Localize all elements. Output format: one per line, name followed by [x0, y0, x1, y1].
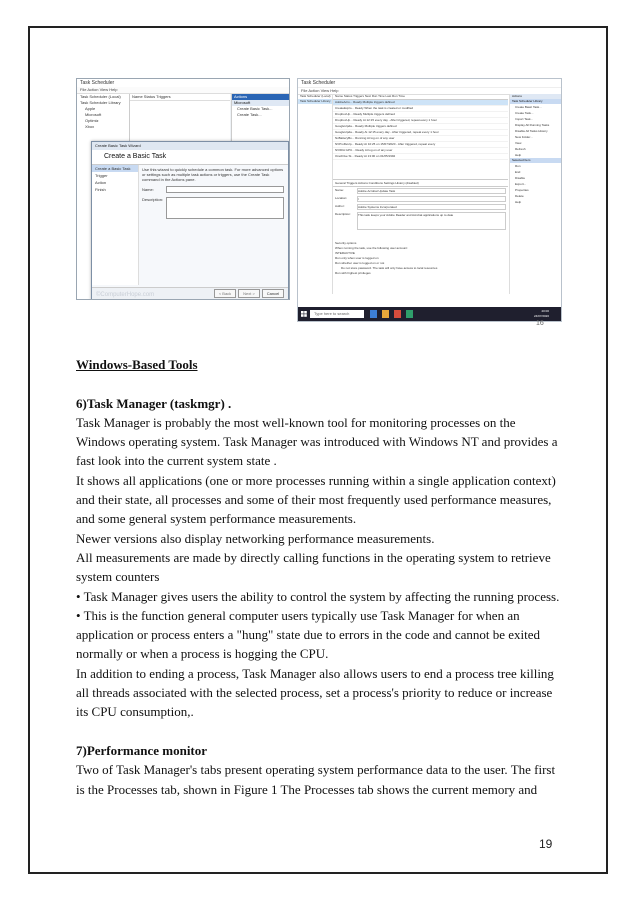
action-item: Refresh: [515, 147, 526, 151]
detail-key: Name:: [335, 188, 344, 192]
action-item: Display All Running Tasks: [515, 123, 550, 127]
folder-icon: [382, 310, 389, 318]
wizard-step: Action: [95, 180, 107, 185]
list-header: Name Status Triggers Next Run Time Last Run Time: [333, 94, 508, 100]
wizard-step: Finish: [95, 187, 106, 192]
body-text: [76, 355, 576, 799]
detail-row: [333, 203, 508, 211]
action-item: Disable: [515, 176, 526, 180]
paragraph-line: Newer versions also display networking performance measurements.: [76, 530, 435, 546]
menu-bar: File Action View Help: [298, 88, 561, 95]
tree-item: Task Scheduler (Local): [300, 94, 331, 98]
action-item: Import Task...: [515, 117, 533, 121]
action-item: Help: [515, 200, 522, 204]
tree-item: Task Scheduler Library: [80, 100, 121, 105]
actions-subheader: Selected Item: [510, 158, 562, 163]
actions-subheader: Microsoft: [232, 100, 290, 106]
taskbar-app-icon: [406, 310, 413, 318]
actions-pane: [509, 94, 562, 294]
wizard-step: Create a Basic Task: [92, 165, 138, 172]
action-item: Help: [515, 153, 522, 157]
action-item: Create Basic Task...: [237, 106, 273, 111]
watermark: ©ComputerHope.com: [96, 292, 155, 298]
page-number: 19: [539, 837, 553, 851]
section-heading: Windows-Based Tools: [76, 357, 198, 372]
task-scheduler-wizard-screenshot: [76, 78, 290, 300]
actions-subheader: Task Scheduler Library: [510, 99, 562, 104]
description-box: [166, 197, 284, 219]
detail-tabs: General Triggers Actions Conditions Settings History (disabled): [333, 180, 508, 187]
security-line: Do not store password. The task will only have access to local resources: [341, 266, 438, 270]
clock-date: 24/07/2020: [533, 314, 549, 318]
wizard-body: [142, 167, 284, 219]
paragraph-line: and some general system performance measurements.: [76, 511, 357, 527]
cancel-button: Cancel: [262, 289, 284, 298]
action-item: New Folder...: [515, 135, 533, 139]
actions-header: Actions: [232, 94, 290, 100]
action-item: Create Task...: [515, 111, 534, 115]
description-label: Description:: [142, 197, 164, 202]
paragraph-line: is the Processes tab, shown in Figure 1 The Processes tab shows the current memory and: [76, 781, 538, 797]
next-button: Next >: [238, 289, 260, 298]
wizard-title: Create Basic Task Wizard: [92, 142, 288, 150]
detail-value: Adobe Systems Incorporated: [357, 204, 506, 210]
table-row: DropboxUp... Ready At 12:15 every day - After triggered, repeat every 1 hour: [333, 118, 508, 124]
action-item: Create Task...: [237, 112, 262, 117]
detail-row: [333, 195, 508, 203]
security-line: Run whether user is logged on or not: [335, 261, 385, 265]
name-field: [142, 186, 284, 193]
detail-value: This task keeps your Adobe Reader and Acrobat applications up to date: [357, 212, 506, 230]
action-item: End: [515, 170, 521, 174]
paragraph-line: It shows all applications (one or more processes running within a single application context): [76, 472, 556, 488]
window-title: Task Scheduler: [298, 79, 561, 88]
table-row: DropboxUp... Ready Multiple triggers defined: [333, 112, 508, 118]
windows-taskbar: [298, 307, 561, 321]
wizard-steps: [92, 165, 139, 285]
wizard-footer: [92, 287, 288, 300]
paragraph-line: and their state, all processes and some of their most frequently used performance measures,: [76, 492, 552, 508]
paragraph-line: application or process enters a "hung" state due to errors in the code and cannot be exited: [76, 627, 541, 643]
taskbar-clock: [534, 309, 549, 319]
create-basic-task-wizard: [91, 141, 289, 300]
security-line: INTERACTIVE: [335, 251, 355, 255]
task-list: [333, 94, 508, 179]
tree-item: Task Scheduler Library: [300, 99, 331, 103]
action-item: Delete: [515, 194, 524, 198]
security-line: Run with highest privileges: [335, 271, 371, 275]
figure-number: 16: [536, 320, 544, 327]
action-item: View: [515, 141, 522, 145]
detail-value: Adobe Acrobat Update Task: [357, 188, 506, 194]
action-item: Run: [515, 164, 521, 168]
table-row: AdobeAcro... Ready Multiple triggers defined: [333, 100, 508, 106]
detail-value: \: [357, 196, 506, 202]
paragraph-line: all threads associated with the selected process, set a process's priority to reduce or increase: [76, 685, 553, 701]
detail-key: Description:: [335, 212, 351, 216]
table-row: NvBatteryBo... Running At log on of any user: [333, 136, 508, 142]
tree-item: Apple: [85, 106, 96, 111]
action-item: Export...: [515, 182, 527, 186]
paragraph-line: Task Manager is probably the most well-known tool for monitoring processes on the: [76, 414, 516, 430]
detail-row: [333, 187, 508, 195]
wizard-heading: Create a Basic Task: [92, 150, 288, 165]
detail-key: Location:: [335, 196, 348, 200]
taskbar-search: Type here to search: [310, 310, 364, 318]
task-detail-pane: [333, 179, 508, 295]
list-header: Name Status Triggers: [130, 94, 230, 101]
paragraph-line: system counters: [76, 569, 160, 585]
menu-bar: File Action View Help: [77, 87, 289, 94]
tree-item: Microsoft: [85, 112, 102, 117]
windows-start-icon: [301, 311, 307, 317]
table-row: CreateExplo... Ready When the task is created or modified: [333, 106, 508, 112]
taskbar-app-icon: [370, 310, 377, 318]
security-line: Run only when user is logged on: [335, 256, 379, 260]
table-row: GoogleUpda... Ready Multiple triggers defined: [333, 124, 508, 130]
navigation-tree: [298, 94, 333, 294]
actions-header: Actions: [510, 94, 562, 99]
table-row: NVIDIA GPU... Ready At log on of any user: [333, 148, 508, 154]
action-item: Properties: [515, 188, 529, 192]
security-line: Security options: [335, 241, 357, 245]
name-box: [166, 186, 284, 193]
tree-item: Xbox: [85, 124, 95, 129]
table-row: NVProfileUp... Ready At 10:25 on 15/07/2020 - After triggered, repeat every: [333, 142, 508, 148]
window-title: Task Scheduler: [77, 79, 289, 87]
wizard-step: Trigger: [95, 173, 108, 178]
paragraph-line: Two of Task Manager's tabs present operating system performance data to the user. The first: [76, 762, 556, 778]
performance-monitor-heading: 7)Performance monitor: [76, 742, 208, 758]
clock-time: 20:00: [541, 309, 549, 313]
action-item: Disable All Tasks History: [515, 129, 548, 133]
name-label: Name:: [142, 187, 154, 192]
action-item: Create Basic Task...: [515, 105, 542, 109]
taskbar-app-icon: [394, 310, 401, 318]
paragraph-line: its CPU consumption,.: [76, 704, 194, 720]
security-line: When running the task, use the following user account:: [335, 246, 408, 250]
paragraph-line: In addition to ending a process, Task Manager also allows users to end a process tree killing: [76, 665, 554, 681]
paragraph-line: • This is the function general computer users typically use Task Manager for when an: [76, 607, 520, 623]
paragraph-line: normally or when a process is hogging the CPU.: [76, 646, 329, 662]
task-manager-heading: 6)Task Manager (taskmgr) .: [76, 395, 232, 411]
task-scheduler-screenshot: [297, 78, 562, 322]
table-row: OneDrive St... Ready At 13:00 on 01/05/1992: [333, 154, 508, 160]
paragraph-line: Windows operating system. Task Manager was introduced with Windows NT and provides a: [76, 434, 558, 450]
table-row: GoogleUpda... Ready At 12:15 every day - After triggered, repeat every 1 hour: [333, 130, 508, 136]
detail-key: Author:: [335, 204, 345, 208]
description-field: [142, 197, 284, 219]
paragraph-line: fast look into the current system state .: [76, 453, 277, 469]
tree-item: Task Scheduler (Local): [80, 94, 121, 99]
wizard-description: Use this wizard to quickly schedule a common task. For more advanced options or settings such as multiple task actions or triggers, use the Create Task command in the Actions pane.: [142, 167, 284, 182]
paragraph-line: • Task Manager gives users the ability to control the system by affecting the running process.: [76, 588, 560, 604]
tree-item: Optimiz: [85, 118, 99, 123]
detail-row: [333, 211, 508, 231]
paragraph-line: All measurements are made by directly calling functions in the operating system to retrieve: [76, 549, 551, 565]
back-button: < Back: [214, 289, 236, 298]
